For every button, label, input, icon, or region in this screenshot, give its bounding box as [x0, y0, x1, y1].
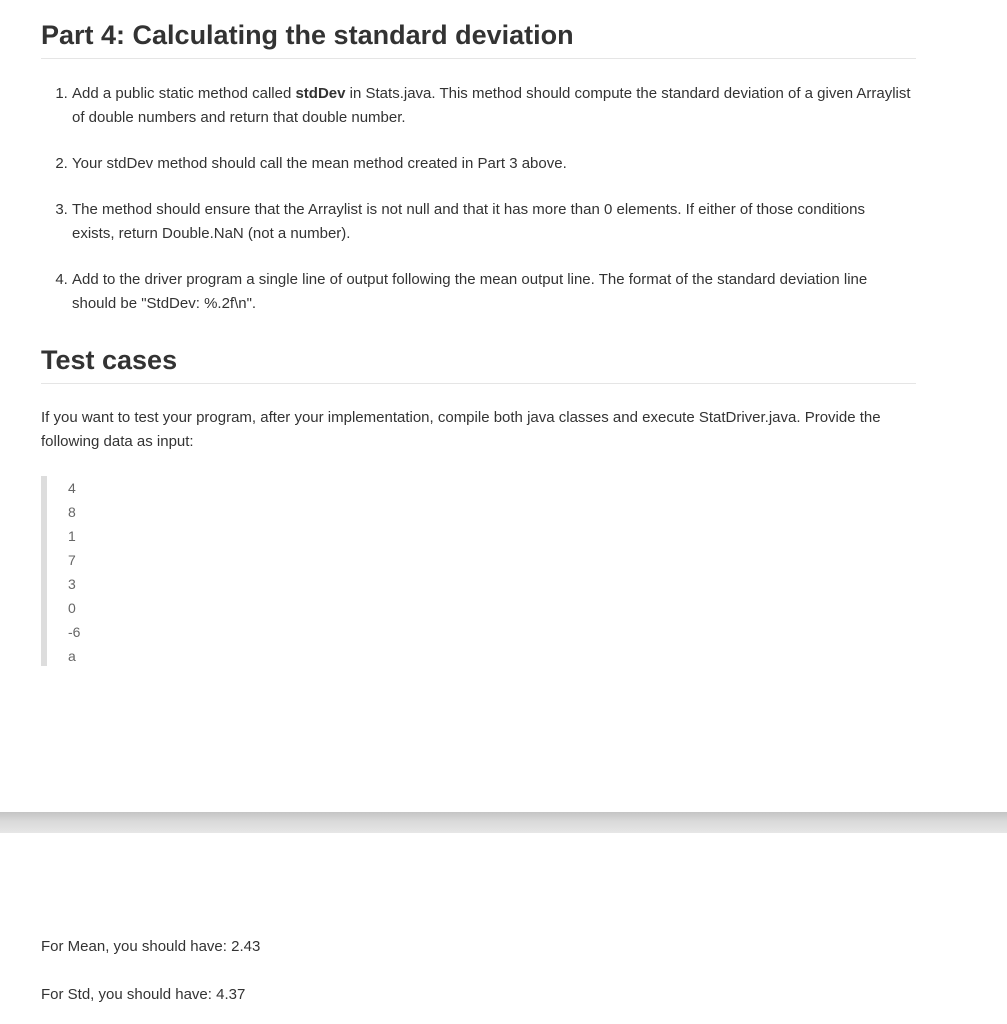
input-value: 1 — [68, 528, 76, 544]
expected-mean-result: For Mean, you should have: 2.43 — [41, 938, 261, 955]
step-text: Add to the driver program a single line of output following the mean output line. The format of the standard deviation line should be "StdDev: %.2f\n". — [72, 271, 868, 312]
method-name-bold: stdDev — [295, 85, 346, 102]
input-value: 8 — [68, 504, 76, 520]
step-text: Add a public static method called — [72, 85, 296, 102]
step-item — [72, 268, 911, 316]
step-text: in Stats.java. This method should compute the standard deviation of a given Arraylist of double numbers and return that double number. — [72, 85, 911, 126]
input-data-list — [68, 476, 241, 668]
test-cases-intro: If you want to test your program, after your implementation, compile both java classes and execute StatDriver.java. Provide the following data as input: — [41, 409, 881, 450]
input-value: 7 — [68, 552, 76, 568]
step-item — [72, 82, 911, 130]
input-data-blockquote — [41, 476, 241, 666]
input-value: a — [68, 648, 76, 664]
step-text: The method should ensure that the Arraylist is not null and that it has more than 0 elements. If either of those conditions exists, return Double.NaN (not a number). — [72, 201, 865, 242]
step-item — [72, 198, 911, 246]
part4-heading: Part 4: Calculating the standard deviation — [41, 18, 916, 59]
input-value: 4 — [68, 480, 76, 496]
step-text: Your stdDev method should call the mean method created in Part 3 above. — [72, 155, 567, 172]
test-cases-heading: Test cases — [41, 343, 916, 384]
page-separator — [0, 812, 1007, 833]
input-value: 3 — [68, 576, 76, 592]
input-value: -6 — [68, 624, 81, 640]
expected-std-result: For Std, you should have: 4.37 — [41, 986, 246, 1003]
input-value: 0 — [68, 600, 76, 616]
step-item — [72, 152, 911, 176]
part4-steps-list — [41, 82, 911, 338]
